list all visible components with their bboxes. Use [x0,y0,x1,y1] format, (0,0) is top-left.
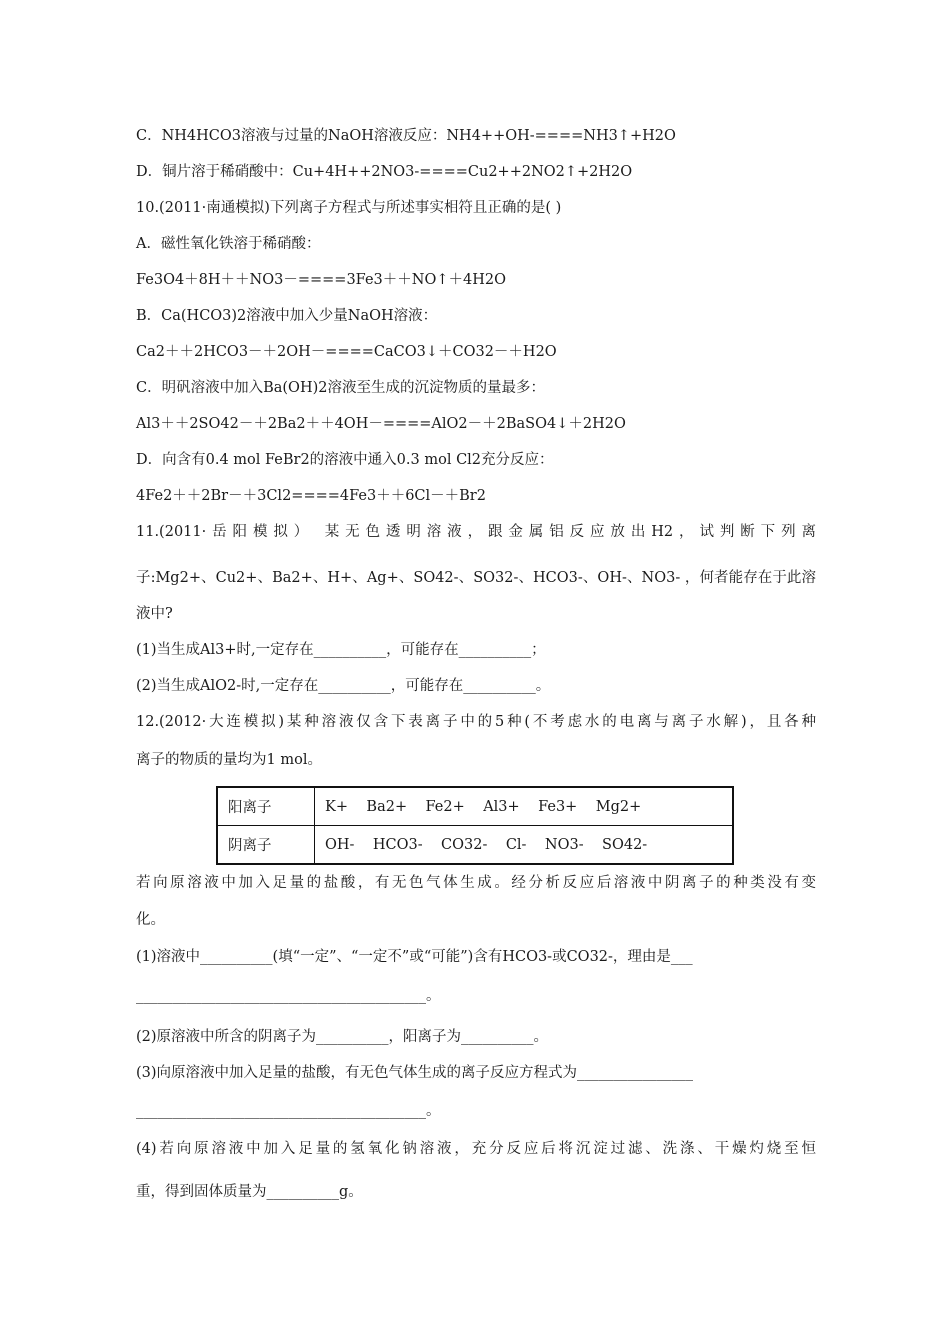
option-d-q10: D．向含有0.4 mol FeBr2的溶液中通入0.3 mol Cl2充分反应： [136,452,554,468]
equation-d-q10: 4Fe2＋＋2Br－＋3Cl2====4Fe3＋＋6Cl－＋Br2 [136,488,486,504]
question-12-stem-line1: 12.(2012·大连模拟)某种溶液仅含下表离子中的5种(不考虑水的电离与离子水解)，且各种 [136,714,816,730]
question-12-part4-line1: (4)若向原溶液中加入足量的氢氧化钠溶液，充分反应后将沉淀过滤、洗涤、干燥灼烧至恒 [136,1141,816,1157]
option-b-q10: B．Ca(HCO3)2溶液中加入少量NaOH溶液： [136,308,438,324]
question-11-stem-line3: 液中? [136,606,173,622]
question-11-part2: (2)当生成AlO2-时,一定存在__________，可能存在__________。 [136,678,551,694]
option-a-q10: A．磁性氧化铁溶于稀硝酸： [136,236,321,252]
anion-header: 阴离子 [217,826,315,865]
equation-c-q10: Al3＋＋2SO42－＋2Ba2＋＋4OH－====AlO2－＋2BaSO4↓＋2H2O [136,416,626,432]
equation-b-q10: Ca2＋＋2HCO3－＋2OH－====CaCO3↓＋CO32－＋H2O [136,344,557,360]
question-10-stem: 10.(2011·南通模拟)下列离子方程式与所述事实相符且正确的是( ) [136,200,562,216]
table-row [217,826,733,865]
table-row [217,787,733,826]
question-11-stem-line2: 子:Mg2+、Cu2+、Ba2+、H+、Ag+、SO42-、SO32-、HCO3-、OH-、NO3- ，何者能存在于此溶 [136,570,816,586]
cation-header: 阳离子 [217,787,315,826]
question-12-part3: (3)向原溶液中加入足量的盐酸，有无色气体生成的离子反应方程式为________________ [136,1065,694,1081]
option-c-q10: C．明矾溶液中加入Ba(OH)2溶液至生成的沉淀物质的量最多： [136,380,545,396]
question-11-stem-line1: 11.(2011·岳阳模拟） 某无色透明溶液，跟金属铝反应放出H2，试判断下列离 [136,524,816,540]
question-12-part3-blank: ________________________________________。 [136,1103,441,1119]
question-12-stem-line2: 离子的物质的量均为1 mol。 [136,752,322,768]
equation-a-q10: Fe3O4＋8H＋＋NO3－====3Fe3＋＋NO↑＋4H2O [136,272,506,288]
anion-list: OH- HCO3- CO32- Cl- NO3- SO42- [315,826,734,865]
option-d-q9: D．铜片溶于稀硝酸中：Cu+4H++2NO3-====Cu2++2NO2↑+2H2O [136,164,633,180]
question-11-part1: (1)当生成Al3+时,一定存在__________，可能存在__________； [136,642,546,658]
question-12-condition-line1: 若向原溶液中加入足量的盐酸，有无色气体生成。经分析反应后溶液中阴离子的种类没有变 [136,875,816,891]
option-c-q9: C．NH4HCO3溶液与过量的NaOH溶液反应：NH4++OH-====NH3↑+H2O [136,128,676,144]
question-12-part1-blank: ________________________________________。 [136,988,441,1004]
question-12-part2: (2)原溶液中所含的阴离子为__________，阳离子为__________。 [136,1029,549,1045]
question-12-part4-line2: 重，得到固体质量为__________g。 [136,1184,363,1200]
cation-list: K+ Ba2+ Fe2+ Al3+ Fe3+ Mg2+ [315,787,734,826]
ion-table [216,786,734,865]
question-12-part1: (1)溶液中__________(填“一定”、“一定不”或“可能”)含有HCO3-或CO32-，理由是___ [136,949,693,965]
question-12-condition-line2: 化。 [136,912,165,928]
